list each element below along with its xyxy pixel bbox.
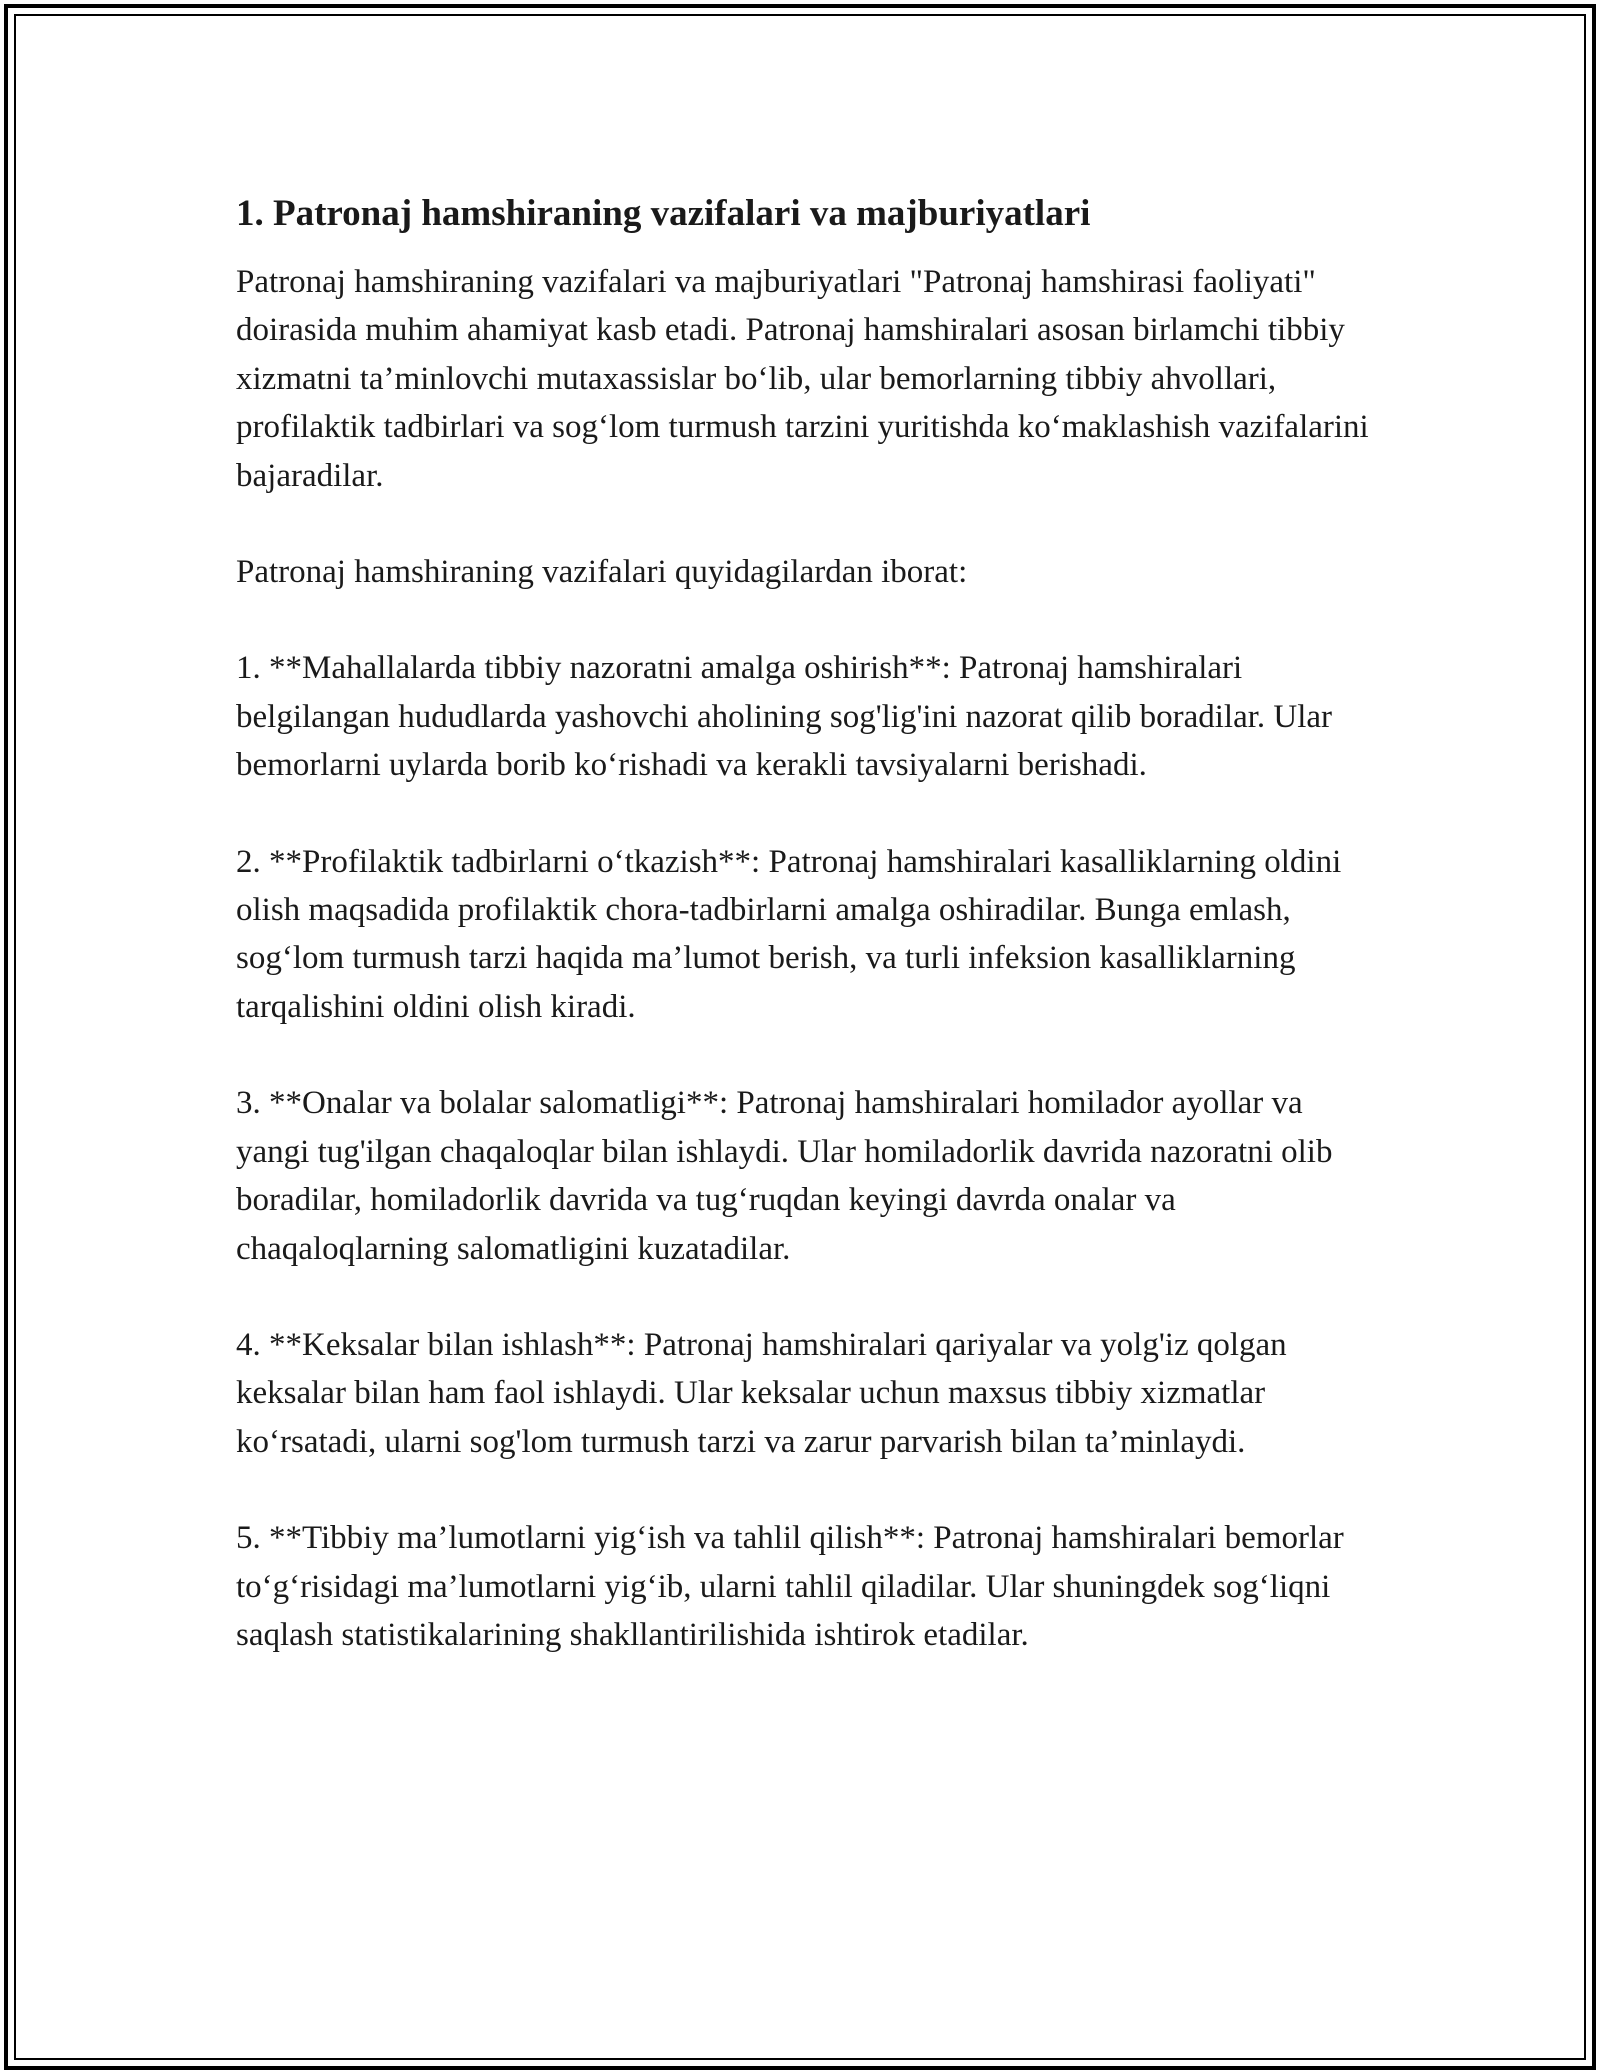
- list-intro-paragraph: Patronaj hamshiraning vazifalari quyidagilardan iborat:: [236, 554, 968, 591]
- list-item-1: 1. **Mahallalarda tibbiy nazoratni amalga oshirish**: Patronaj hamshiralari belgilangan hududlarda yashovchi aholining sog'lig'ini nazorat qilib boradilar. Ular bemorlarni uylarda borib ko‘rishadi va kerakli tavsiyalarni berishadi.: [236, 650, 1333, 784]
- list-item-4: 4. **Keksalar bilan ishlash**: Patronaj hamshiralari qariyalar va yolg'iz qolgan keksalar bilan ham faol ishlaydi. Ular keksalar uchun maxsus tibbiy xizmatlar ko‘rsatadi, ularni sog'lom turmush tarzi va zarur parvarish bilan ta’minlaydi.: [236, 1326, 1287, 1460]
- intro-paragraph: Patronaj hamshiraning vazifalari va majburiyatlari "Patronaj hamshirasi faoliyati" doirasida muhim ahamiyat kasb etadi. Patronaj hamshiralari asosan birlamchi tibbiy xizmatni ta’minlovchi mutaxassislar bo‘lib, ular bemorlarning tibbiy ahvollari, profilaktik tadbirlari va sog‘lom turmush tarzini yuritishda ko‘maklashish vazifalarini bajaradilar.: [236, 264, 1369, 494]
- list-item-3: 3. **Onalar va bolalar salomatligi**: Patronaj hamshiralari homilador ayollar va yangi tug'ilgan chaqaloqlar bilan ishlaydi. Ular homiladorlik davrida nazoratni olib boradilar, homiladorlik davrida va tug‘ruqdan keyingi davrda onalar va chaqaloqlarning salomatligini kuzatadilar.: [236, 1085, 1333, 1267]
- list-item-2: 2. **Profilaktik tadbirlarni o‘tkazish**: Patronaj hamshiralari kasalliklarning oldini olish maqsadida profilaktik chora-tadbirlarni amalga oshiradilar. Bunga emlash, sog‘lom turmush tarzi haqida ma’lumot berish, va turli infeksion kasalliklarning tarqalishini oldini olish kiradi.: [236, 843, 1342, 1025]
- document-body: [236, 190, 1376, 1659]
- list-item-5: 5. **Tibbiy ma’lumotlarni yig‘ish va tahlil qilish**: Patronaj hamshiralari bemorlar to‘g‘risidagi ma’lumotlarni yig‘ib, ularni tahlil qiladilar. Ular shuningdek sog‘liqni saqlash statistikalarining shakllantirilishida ishtirok etadilar.: [236, 1520, 1344, 1653]
- section-heading: 1. Patronaj hamshiraning vazifalari va majburiyatlari: [236, 193, 1091, 234]
